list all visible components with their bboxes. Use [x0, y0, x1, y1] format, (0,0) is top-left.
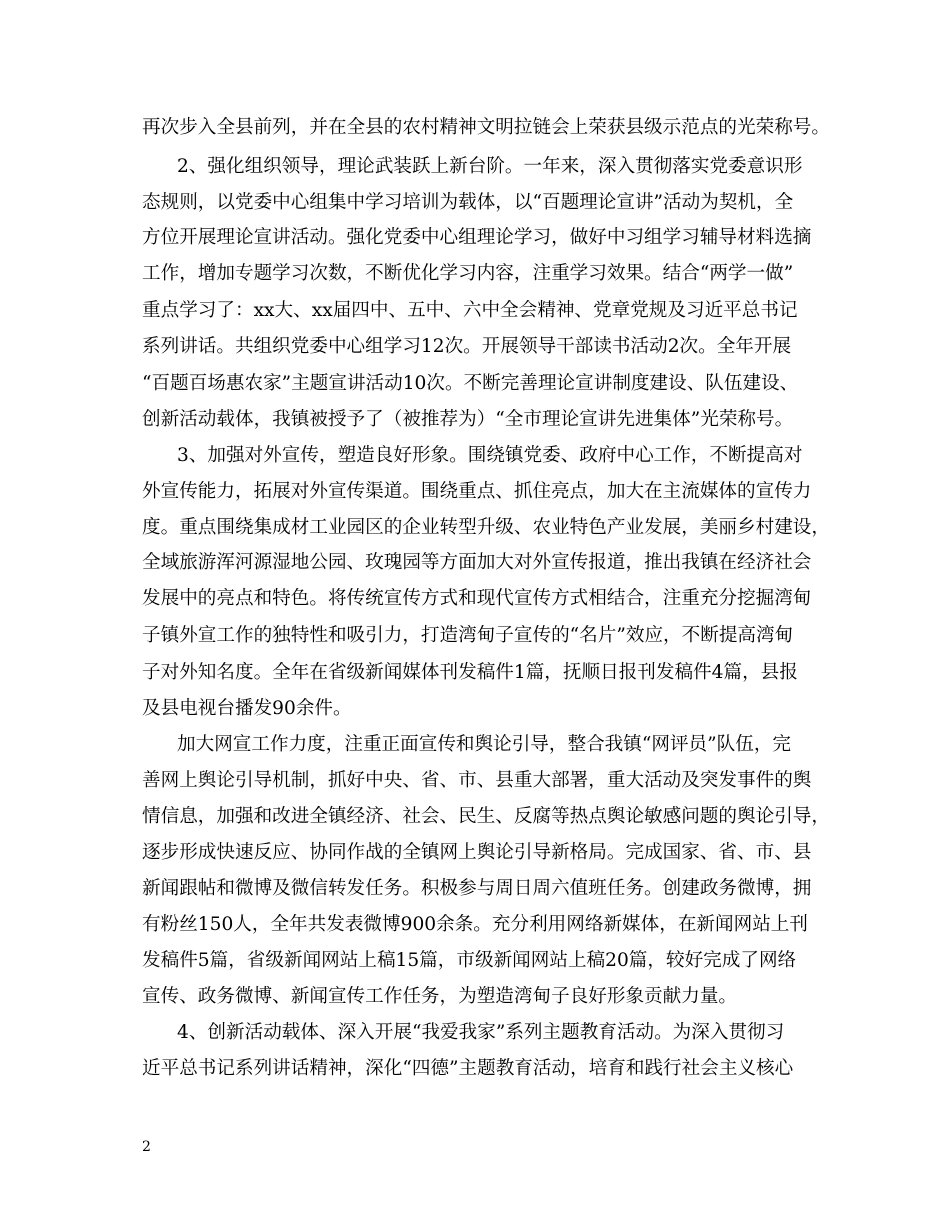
text-line: 情信息，加强和改进全镇经济、社会、民生、反腐等热点舆论敏感问题的舆论引导，: [142, 806, 830, 827]
page-number: 2: [142, 1139, 151, 1155]
text-line: 4、创新活动载体、深入开展“我爱我家”系列主题教育活动。为深入贯彻习: [177, 1022, 785, 1043]
text-line: 发展中的亮点和特色。将传统宣传方式和现代宣传方式相结合，注重充分挖掘湾甸: [142, 588, 812, 609]
text-line: 子对外知名度。全年在省级新闻媒体刊发稿件1篇，抚顺日报刊发稿件4篇，县报: [142, 662, 798, 683]
text-line: 3、加强对外宣传，塑造良好形象。围绕镇党委、政府中心工作，不断提高对: [177, 445, 803, 466]
text-line: 宣传、政务微博、新闻宣传工作任务，为塑造湾甸子良好形象贡献力量。: [142, 986, 738, 1007]
text-line: 发稿件5篇，省级新闻网站上稿15篇，市级新闻网站上稿20篇，较好完成了网络: [142, 950, 797, 971]
text-line: 外宣传能力，拓展对外宣传渠道。围绕重点、抓住亮点，加大在主流媒体的宣传力: [142, 481, 812, 502]
text-line: “百题百场惠农家”主题宣讲活动10次。不断完善理论宣讲制度建设、队伍建设、: [142, 373, 799, 394]
text-line: 工作，增加专题学习次数，不断优化学习内容，注重学习效果。结合“两学一做”: [142, 263, 794, 284]
text-line: 重点学习了：xx大、xx届四中、五中、六中全会精神、党章党规及习近平总书记: [142, 300, 798, 321]
text-line: 近平总书记系列讲话精神，深化“四德”主题教育活动，培育和践行社会主义核心: [142, 1058, 794, 1079]
text-line: 逐步形成快速反应、协同作战的全镇网上舆论引导新格局。完成国家、省、市、县: [142, 842, 812, 863]
text-line: 全域旅游浑河源湿地公园、玫瑰园等方面加大对外宣传报道，推出我镇在经济社会: [142, 552, 812, 573]
text-line: 及县电视台播发90余件。: [142, 698, 352, 719]
text-line: 方位开展理论宣讲活动。强化党委中心组理论学习，做好中习组学习辅导材料选摘: [142, 227, 812, 248]
text-line: 再次步入全县前列，并在全县的农村精神文明拉链会上荣获县级示范点的光荣称号。: [142, 117, 830, 138]
text-line: 加大网宣工作力度，注重正面宣传和舆论引导，整合我镇“网评员”队伍，完: [177, 734, 792, 755]
text-line: 善网上舆论引导机制，抓好中央、省、市、县重大部署，重大活动及突发事件的舆: [142, 770, 812, 791]
text-line: 度。重点围绕集成材工业园区的企业转型升级、农业特色产业发展，美丽乡村建设，: [142, 517, 830, 538]
text-line: 态规则，以党委中心组集中学习培训为载体，以“百题理论宣讲”活动为契机，全: [142, 192, 794, 213]
text-line: 创新活动载体，我镇被授予了（被推荐为）“全市理论宣讲先进集体”光荣称号。: [142, 409, 794, 430]
text-line: 有粉丝150人，全年共发表微博900余条。充分利用网络新媒体，在新闻网站上刊: [142, 914, 808, 935]
text-line: 系列讲话。共组织党委中心组学习12次。开展领导干部读书活动2次。全年开展: [142, 336, 792, 357]
text-line: 子镇外宣工作的独特性和吸引力，打造湾甸子宣传的“名片”效应，不断提高湾甸: [142, 625, 794, 646]
text-line: 新闻跟帖和微博及微信转发任务。积极参与周日周六值班任务。创建政务微博，拥: [142, 878, 812, 899]
text-line: 2、强化组织领导，理论武装跃上新台阶。一年来，深入贯彻落实党委意识形: [177, 156, 803, 177]
